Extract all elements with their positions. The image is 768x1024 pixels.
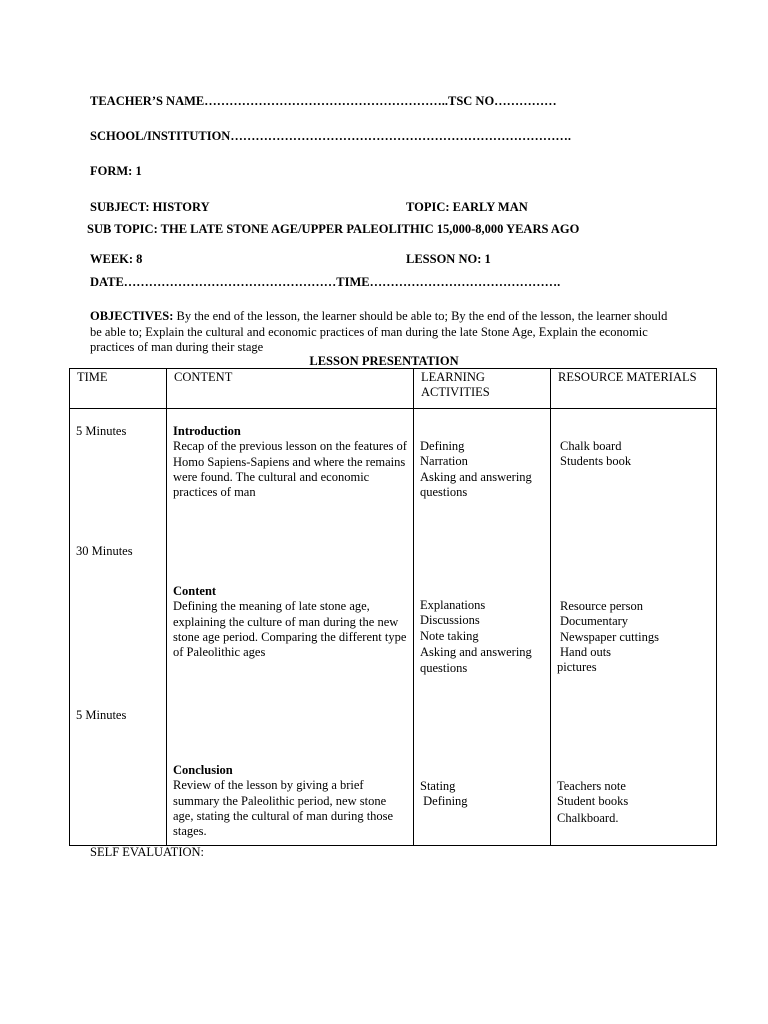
content-title: Content xyxy=(173,584,217,598)
activities-column-header: LEARNING ACTIVITIES xyxy=(414,369,551,409)
objectives-label: OBJECTIVES: xyxy=(90,309,174,323)
list-item: Narration xyxy=(420,454,468,469)
list-item: Explanations xyxy=(420,598,486,612)
time-column-header: TIME xyxy=(70,369,167,409)
list-item: Documentary xyxy=(560,614,629,629)
list-item: Defining xyxy=(420,439,465,453)
intro-time: 5 Minutes xyxy=(76,424,127,438)
subject-line: SUBJECT: HISTORY xyxy=(90,200,210,214)
list-item: Newspaper cuttings xyxy=(560,629,659,644)
intro-activities xyxy=(420,439,546,500)
conclusion-title: Conclusion xyxy=(173,763,233,777)
time-column xyxy=(70,409,167,846)
resources-column xyxy=(551,409,717,846)
form-line: FORM: 1 xyxy=(90,164,142,178)
resources-column-header: RESOURCE MATERIALS xyxy=(551,369,717,409)
lesson-presentation-title: LESSON PRESENTATION xyxy=(309,354,459,368)
content-time: 30 Minutes xyxy=(76,544,133,558)
conclusion-time: 5 Minutes xyxy=(76,708,127,722)
main-content xyxy=(173,584,407,660)
list-item: Student books xyxy=(557,794,629,809)
content-column-header: CONTENT xyxy=(167,369,414,409)
table-header-row xyxy=(70,369,717,409)
objectives-paragraph xyxy=(90,309,680,356)
intro-content xyxy=(173,424,407,500)
list-item: Discussions xyxy=(420,613,480,628)
list-item: Stating xyxy=(420,779,456,793)
subtopic-line: SUB TOPIC: THE LATE STONE AGE/UPPER PALEOLITHIC 15,000-8,000 YEARS AGO xyxy=(87,222,580,236)
content-column xyxy=(167,409,414,846)
list-item: Students book xyxy=(560,454,632,469)
conclusion-text: Review of the lesson by giving a brief summary the Paleolithic period, new stone age, stating the cultural of man during those stages. xyxy=(173,778,394,839)
table-body-row xyxy=(70,409,717,846)
content-resources xyxy=(557,599,710,675)
objectives-text: By the end of the lesson, the learner should be able to; By the end of the lesson, the learner should be able to; Explain the cultural and economic practices of man during the late Stone Age, Explain the economic practices of man during their stage xyxy=(90,309,668,354)
intro-title: Introduction xyxy=(173,424,241,438)
list-item: Asking and answering questions xyxy=(420,644,532,676)
lesson-presentation-table xyxy=(69,368,717,846)
list-item: Asking and answering questions xyxy=(420,469,532,499)
list-item: Defining xyxy=(420,794,468,809)
teacher-tsc-line: TEACHER’S NAME…………………………………………………..TSC NO…………… xyxy=(90,94,557,108)
self-evaluation-label: SELF EVALUATION: xyxy=(90,845,205,859)
content-activities xyxy=(420,598,546,677)
school-line: SCHOOL/INSTITUTION………………………………………………………………………. xyxy=(90,129,571,143)
conclusion-content xyxy=(173,763,407,839)
content-text: Defining the meaning of late stone age, explaining the culture of man during the new stone age period. Comparing the different type of Paleolithic ages xyxy=(173,599,407,660)
list-item: Teachers note xyxy=(557,779,626,793)
date-time-line: DATE……………………………………………TIME………………………………………. xyxy=(90,275,561,289)
topic-line: TOPIC: EARLY MAN xyxy=(406,200,528,214)
list-item: Resource person xyxy=(560,599,643,613)
list-item: pictures xyxy=(557,660,597,675)
list-item: Chalk board xyxy=(560,439,622,453)
list-item: Note taking xyxy=(420,628,479,643)
list-item: Chalkboard. xyxy=(557,810,619,825)
week-line: WEEK: 8 xyxy=(90,252,143,266)
list-item: Hand outs xyxy=(560,644,612,659)
lesson-number-line: LESSON NO: 1 xyxy=(406,252,491,266)
activities-column xyxy=(414,409,551,846)
conclusion-activities xyxy=(420,779,546,810)
intro-text: Recap of the previous lesson on the features of Homo Sapiens-Sapiens and where the remains were found. The cultural and economic practices of man xyxy=(173,439,407,500)
intro-resources xyxy=(560,439,710,470)
conclusion-resources xyxy=(557,779,707,827)
